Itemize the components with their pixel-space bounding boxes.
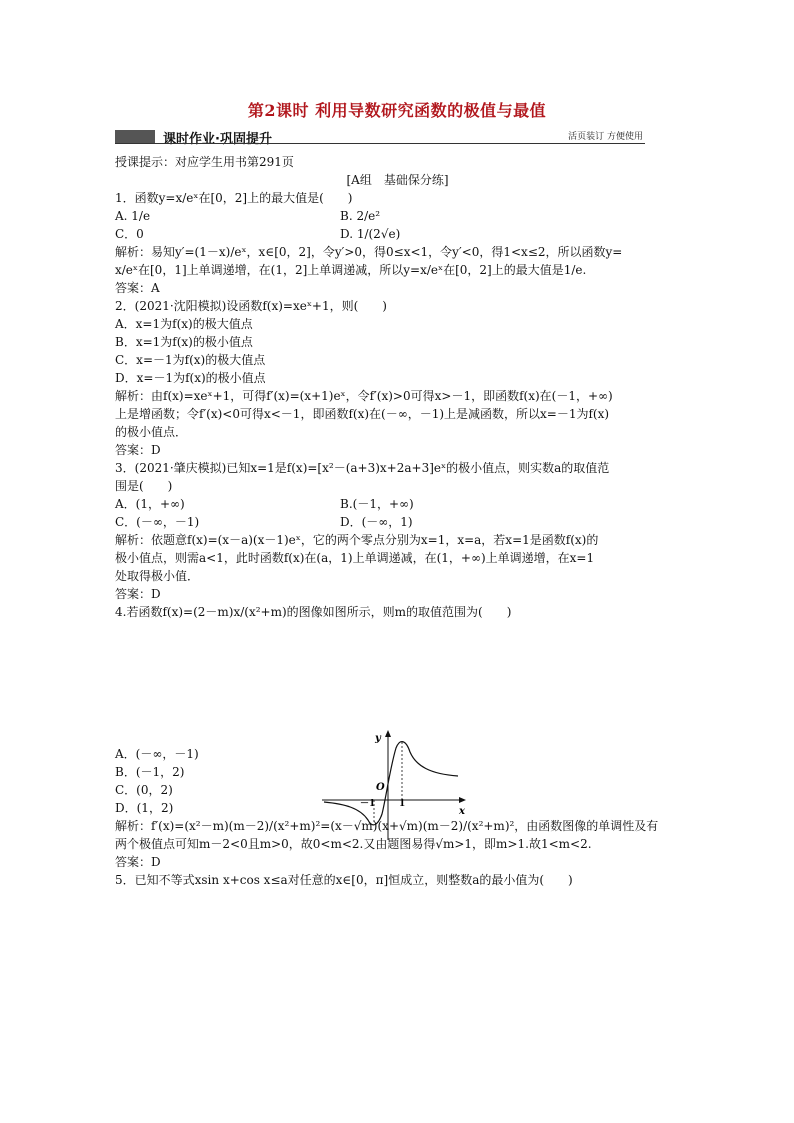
q3-options-row1: [115, 495, 680, 513]
q1-stem: 1．函数y=x/eˣ在[0，2]上的最大值是( ): [115, 191, 353, 205]
graph-spacer: [115, 621, 680, 745]
q1-solution-1: 解析：易知y′=(1－x)/eˣ，x∈[0，2]，令y′>0，得0≤x<1，令y′<0，得1<x≤2，所以函数y=: [115, 245, 623, 259]
q4-option-c: C．(0，2): [115, 783, 173, 797]
function-curve: [324, 742, 458, 825]
banner-rule: [115, 143, 645, 144]
q3-option-a: A．(1，+∞): [115, 497, 185, 511]
banner-block: [115, 130, 155, 143]
q3-option-c: C．(－∞，－1): [115, 515, 200, 529]
q2-option-c: C．x=－1为f(x)的极大值点: [115, 353, 266, 367]
q4-option-b: B．(－1，2): [115, 765, 185, 779]
y-axis-arrow: [385, 730, 391, 737]
q3-stem-1: 3．(2021·肇庆模拟)已知x=1是f(x)=[x²－(a+3)x+2a+3]eˣ的极小值点，则实数a的取值范: [115, 461, 610, 475]
q5-stem: 5．已知不等式xsin x+cos x≤a对任意的x∈[0，π]恒成立，则整数a的最小值为( ): [115, 873, 573, 887]
q4-option-d: D．(1，2): [115, 801, 174, 815]
q1-options-row1: [115, 207, 680, 225]
q2-solution-1: 解析：由f(x)=xeˣ+1，可得f′(x)=(x+1)eˣ，令f′(x)>0可得x>－1，即函数f(x)在(－1，+∞): [115, 389, 613, 403]
q4-option-a: A．(－∞，－1): [115, 747, 199, 761]
y-axis-label: y: [375, 733, 381, 744]
q3-option-b: B.(－1，+∞): [340, 497, 414, 511]
q2-option-d: D．x=－1为f(x)的极小值点: [115, 371, 266, 385]
q1-solution-2: x/eˣ在[0，1]上单调递增，在(1，2]上单调递减，所以y=x/eˣ在[0，2]上的最大值是1/e.: [115, 263, 587, 277]
q3-answer: 答案：D: [115, 587, 161, 601]
q3-solution-1: 解析：依题意f(x)=(x－a)(x－1)eˣ，它的两个零点分别为x=1，x=a，若x=1是函数f(x)的: [115, 533, 599, 547]
q2-answer: 答案：D: [115, 443, 161, 457]
q2-stem: 2．(2021·沈阳模拟)设函数f(x)=xeˣ+1，则( ): [115, 299, 387, 313]
q1-options-row2: [115, 225, 680, 243]
section-banner: [115, 128, 645, 148]
q4-stem: 4.若函数f(x)=(2－m)x/(x²+m)的图像如图所示，则m的取值范围为( ): [115, 605, 512, 619]
q4-solution-1: 解析：f′(x)=(x²－m)(m－2)/(x²+m)²=(x－√m)(x+√m)(m－2)/(x²+m)²，由函数图像的单调性及有: [115, 819, 659, 833]
q4-answer: 答案：D: [115, 855, 161, 869]
q2-option-a: A．x=1为f(x)的极大值点: [115, 317, 253, 331]
q3-solution-3: 处取得极小值．: [115, 569, 200, 583]
q1-option-c: C．0: [115, 227, 144, 241]
q3-stem-2: 围是( ): [115, 479, 173, 493]
page-title: 第2课时 利用导数研究函数的极值与最值: [247, 101, 547, 120]
q3-option-d: D．(－∞，1): [340, 515, 413, 529]
q2-solution-2: 上是增函数；令f′(x)<0可得x<－1，即函数f(x)在(－∞，－1)上是减函数，所以x=－1为f(x): [115, 407, 610, 421]
x-axis-arrow: [459, 797, 466, 803]
tick-label-1: 1: [399, 799, 406, 809]
q3-options-row2: [115, 513, 680, 531]
function-graph: [320, 728, 470, 843]
hint-line: 授课提示：对应学生用书第291页: [115, 155, 294, 169]
banner-label: 课时作业·巩固提升: [163, 132, 272, 147]
q1-option-a: A. 1/e: [115, 209, 151, 223]
x-axis-label: x: [459, 806, 465, 817]
q1-option-d: D. 1/(2√e): [340, 227, 401, 241]
q4-solution-2: 两个极值点可知m－2<0且m>0，故0<m<2.又由题图易得√m>1，即m>1.故1<m<2.: [115, 837, 592, 851]
q2-option-b: B．x=1为f(x)的极小值点: [115, 335, 253, 349]
banner-right-note: 活页装订 方便使用: [568, 132, 643, 142]
q3-solution-2: 极小值点，则需a<1，此时函数f(x)在(a，1)上单调递减，在(1，+∞)上单调递增，在x=1: [115, 551, 595, 565]
tick-label-neg1: －1: [360, 799, 376, 809]
q1-option-b: B. 2/e²: [340, 209, 381, 223]
origin-label: O: [376, 782, 385, 793]
q2-solution-3: 的极小值点．: [115, 425, 188, 439]
group-heading: [A组 基础保分练]: [346, 173, 449, 187]
q1-answer: 答案：A: [115, 281, 160, 295]
